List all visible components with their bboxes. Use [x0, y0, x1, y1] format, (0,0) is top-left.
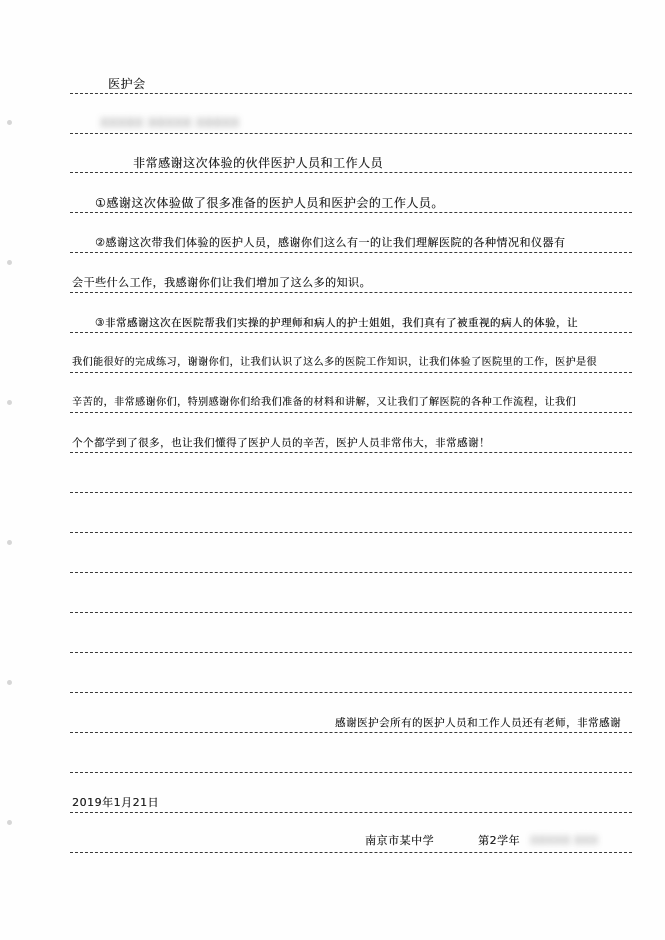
ruled-line — [70, 652, 632, 653]
signature-class: 第2学年 — [478, 834, 520, 847]
closing-thanks: 感谢医护会所有的医护人员和工作人员还有老师，非常感谢 — [335, 717, 621, 729]
ruled-line — [70, 412, 632, 413]
ruled-line — [70, 452, 632, 453]
ruled-line — [70, 852, 632, 853]
ruled-line — [70, 172, 632, 173]
ruled-line — [70, 532, 632, 533]
ruled-line — [70, 252, 632, 253]
ruled-line — [70, 212, 632, 213]
paragraph-3-line-1: ③非常感谢这次在医院帮我们实操的护理师和病人的护士姐姐，我们真有了被重视的病人的体验，让 — [95, 317, 578, 329]
binder-hole — [7, 260, 12, 265]
ruled-line — [70, 372, 632, 373]
salutation: 医护会 — [108, 77, 146, 91]
paragraph-3-line-2: 我们能很好的完成练习，谢谢你们，让我们认识了这么多的医院工作知识，让我们体验了医院里的工作，医护是很 — [72, 357, 597, 368]
recipient-names-redacted: XXXXX XXXXX XXXXX — [100, 116, 240, 130]
letter-heading: 非常感谢这次体验的伙伴医护人员和工作人员 — [133, 156, 384, 170]
ruled-line — [70, 572, 632, 573]
paragraph-2-line-2: 会干些什么工作，我感谢你们让我们增加了这么多的知识。 — [72, 276, 371, 289]
paragraph-2-line-1: ②感谢这次带我们体验的医护人员，感谢你们这么有一的让我们理解医院的各种情况和仪器有 — [95, 236, 566, 249]
signature-school: 南京市某中学 — [365, 834, 434, 847]
ruled-line — [70, 812, 632, 813]
binder-hole — [7, 400, 12, 405]
binder-hole — [7, 820, 12, 825]
ruled-line — [70, 93, 632, 94]
ruled-line — [70, 133, 632, 134]
ruled-line — [70, 292, 632, 293]
paragraph-1: ①感谢这次体验做了很多准备的医护人员和医护会的工作人员。 — [95, 196, 444, 210]
ruled-line — [70, 692, 632, 693]
paragraph-3-line-4: 个个都学到了很多，也让我们懂得了医护人员的辛苦，医护人员非常伟大，非常感谢！ — [72, 437, 490, 449]
ruled-line — [70, 332, 632, 333]
binder-hole — [7, 680, 12, 685]
letter-date: 2019年1月21日 — [72, 796, 159, 809]
ruled-line — [70, 732, 632, 733]
ruled-line — [70, 612, 632, 613]
signature-name-redacted: XXXXX XXX — [530, 834, 599, 847]
ruled-line — [70, 772, 632, 773]
binder-hole — [7, 120, 12, 125]
ruled-line — [70, 492, 632, 493]
binder-hole — [7, 540, 12, 545]
paragraph-3-line-3: 辛苦的，非常感谢你们，特别感谢你们给我们准备的材料和讲解，又让我们了解医院的各种工作流程，让我们 — [72, 397, 576, 408]
